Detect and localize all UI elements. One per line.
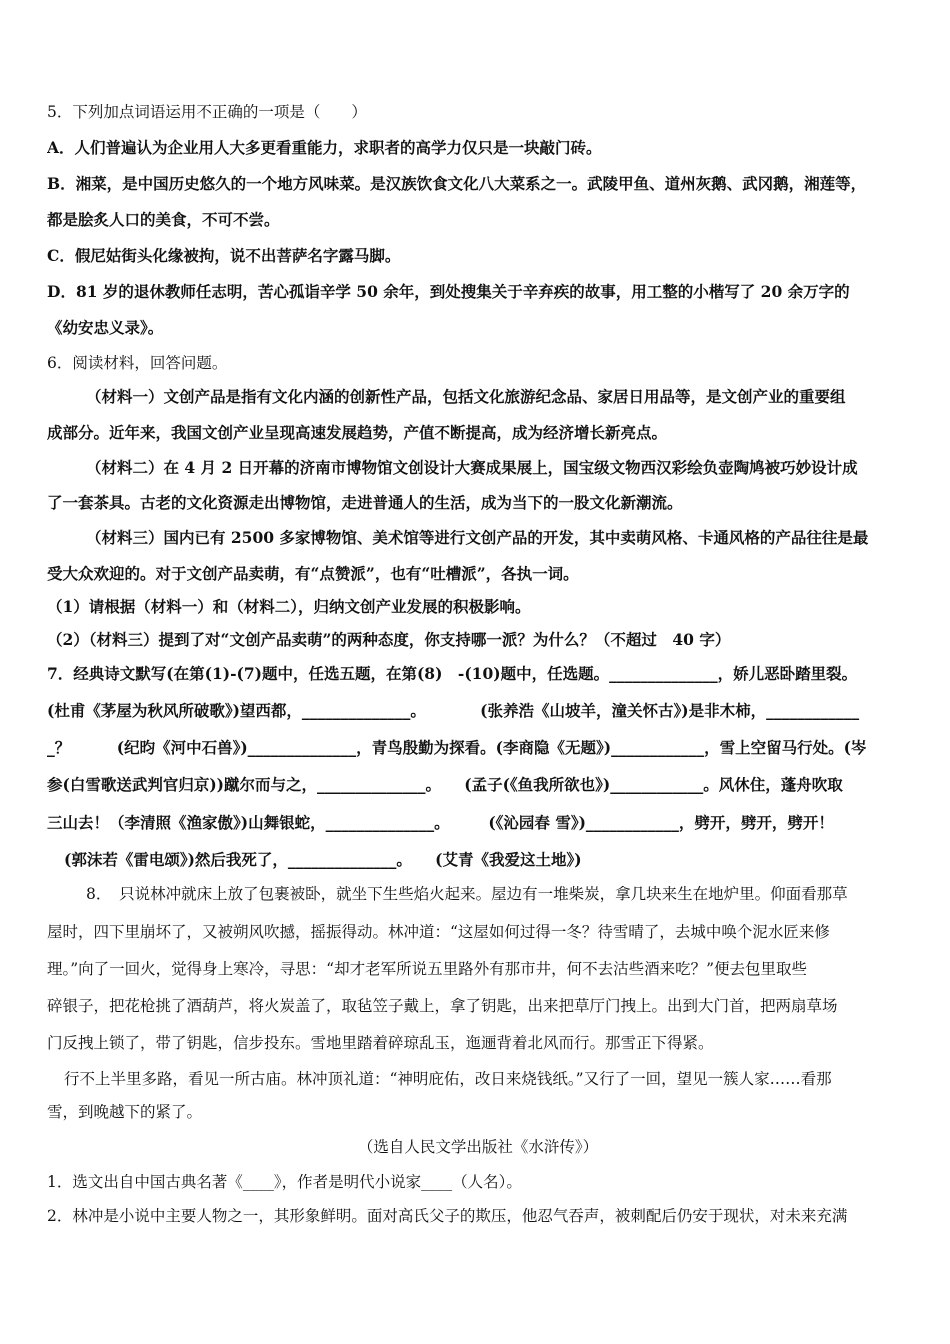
q5-option-a: A．人们普遍认为企业用人大多更看重能力，求职者的高学力仅只是一块敲门砖。 (47, 138, 602, 157)
q6-stem: 6．阅读材料，回答问题。 (47, 354, 228, 372)
q5-option-d: D．81 岁的退休教师任志明，苦心孤诣辛学 50 余年，到处搜集关于辛弃疾的故事，用工整的小楷写了 20 余万字的 (47, 282, 850, 301)
q6-material-1-cont: 成部分。近年来，我国文创产业呈现高速发展趋势，产值不断提高，成为经济增长新亮点。 (47, 423, 668, 442)
q8-passage-6: 行不上半里多路，看见一所古庙。林冲顶礼道：“神明庇佑，改日来烧钱纸。”又行了一回，望见一簇人家……看那 (64, 1070, 832, 1088)
q6-sub-2: （2）（材料三）提到了对“文创产品卖萌”的两种态度，你支持哪一派？为什么？（不超过 40 字） (47, 630, 731, 649)
q7-line-6: (郭沫若《雷电颂》)然后我死了，______________。 (艾青《我爱这土地》) (64, 850, 582, 869)
q8-passage-5: 门反拽上锁了，带了钥匙，信步投东。雪地里踏着碎琼乱玉，迤逦背着北风而行。那雪正下得紧。 (47, 1034, 714, 1052)
q8-passage-7: 雪，到晚越下的紧了。 (47, 1103, 203, 1121)
q8-sub-2: 2．林冲是小说中主要人物之一，其形象鲜明。面对高氏父子的欺压，他忍气吞声，被刺配后仍安于现状，对未来充满 (47, 1207, 848, 1225)
q8-passage-2: 屋时，四下里崩坏了，又被朔风吹撼，摇振得动。林冲道：“这屋如何过得一冬？待雪晴了，去城中唤个泥水匠来修 (47, 923, 830, 941)
q8-sub-1: 1．选文出自中国古典名著《____》，作者是明代小说家____（人名）。 (47, 1173, 522, 1191)
q5-option-d-cont: 《幼安忠义录》。 (47, 318, 164, 337)
q6-material-3-cont: 受大众欢迎的。对于文创产品卖萌，有“点赞派”，也有“吐槽派”，各执一词。 (47, 564, 579, 583)
q5-option-b-cont: 都是脍炙人口的美食，不可不尝。 (47, 210, 280, 229)
q7-line-1: 7．经典诗文默写(在第(1)-(7)题中，任选五题，在第(8) -(10)题中，任选题。______________，娇儿恶卧踏里裂。 (47, 664, 858, 683)
q5-option-c: C．假尼姑街头化缘被拘，说不出菩萨名字露马脚。 (47, 246, 401, 265)
q6-material-2: （材料二）在 4 月 2 日开幕的济南市博物馆文创设计大赛成果展上，国宝级文物西汉彩绘负壶陶鸠被巧妙设计成 (86, 458, 858, 477)
q8-passage-4: 碎银子，把花枪挑了酒葫芦，将火炭盖了，取毡笠子戴上，拿了钥匙，出来把草厅门拽上。出到大门首，把两扇草场 (47, 997, 838, 1015)
q7-line-2: (杜甫《茅屋为秋风所破歌》)望西都，______________。 (张养浩《山坡羊，潼关怀古》)是非木柿，____________ (47, 701, 860, 720)
q6-material-3: （材料三）国内已有 2500 多家博物馆、美术馆等进行文创产品的开发，其中卖萌风格、卡通风格的产品往往是最 (86, 528, 869, 547)
q6-sub-1: （1）请根据（材料一）和（材料二），归纳文创产业发展的积极影响。 (47, 597, 531, 616)
q5-stem: 5．下列加点词语运用不正确的一项是（ ） (47, 103, 367, 121)
q8-passage-3: 理。”向了一回火，觉得身上寒冷，寻思：“却才老军所说五里路外有那市井，何不去沽些酒来吃？”便去包里取些 (47, 960, 808, 978)
q7-line-5: 三山去！（李清照《渔家傲》)山舞银蛇，______________。 (《沁园春 雪》)____________，劈开，劈开，劈开！ (47, 813, 834, 832)
q7-line-4: 参(白雪歌送武判官归京))蹴尔而与之，______________。 (孟子(《鱼我所欲也》)____________。风休住，蓬舟吹取 (47, 775, 843, 794)
q8-passage-1: 8． 只说林冲就床上放了包裹被卧，就坐下生些焰火起来。屋边有一堆柴炭，拿几块来生在地炉里。仰面看那草 (86, 885, 848, 903)
q5-option-b: B．湘菜，是中国历史悠久的一个地方风味菜。是汉族饮食文化八大菜系之一。武陵甲鱼、道州灰鹅、武冈鹅，湘莲等， (47, 174, 867, 193)
q6-material-1: （材料一）文创产品是指有文化内涵的创新性产品，包括文化旅游纪念品、家居日用品等，是文创产业的重要组 (86, 387, 846, 406)
q8-source: （选自人民文学出版社《水浒传》） (357, 1138, 599, 1156)
q6-material-2-cont: 了一套茶具。古老的文化资源走出博物馆，走进普通人的生活，成为当下的一股文化新潮流。 (47, 493, 683, 512)
q7-line-3: _？ (纪昀《河中石兽》)______________，青鸟殷勤为探看。(李商隐《无题》)____________，雪上空留马行处。(岑 (47, 738, 867, 757)
